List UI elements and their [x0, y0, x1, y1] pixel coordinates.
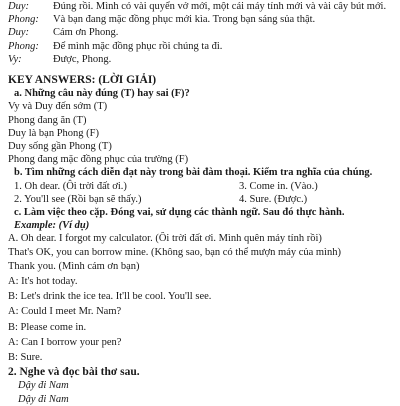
- answer-item: Vy và Duy đến sớm (T): [8, 101, 108, 113]
- answer-item: Duy là bạn Phong (F): [8, 127, 99, 139]
- example-line: A: It's hot today.: [8, 276, 78, 288]
- example-line: B: Let's drink the ice tea. It'll be cool. You'll see.: [8, 291, 212, 303]
- section-a-heading: a. Những câu này đúng (T) hay sai (F)?: [14, 88, 190, 100]
- speaker: Vy:: [8, 53, 22, 65]
- expression-row: [0, 180, 400, 193]
- example-label: Example: (Ví dụ): [14, 220, 90, 232]
- speaker: Duy:: [8, 1, 29, 12]
- expression-row: [0, 193, 400, 206]
- expression: 3. Come in. (Vào.): [239, 180, 318, 192]
- utterance: Được, Phong.: [53, 53, 112, 65]
- dialogue-line: [0, 26, 400, 39]
- utterance: Đúng rồi. Mình có vài quyển vở mới, một cái máy tính mới và vài cây bút mới.: [53, 1, 387, 12]
- answer-item: Duy sống gần Phong (T): [8, 141, 112, 153]
- speaker: Duy:: [8, 27, 29, 39]
- example-line: A. Oh dear. I forgot my calculator. (Ôi trời đất ơi. Mình quên máy tính rồi): [8, 233, 322, 245]
- speaker: Phong:: [8, 14, 39, 26]
- expression: 1. Oh dear. (Ôi trời đất ơi.): [14, 180, 127, 192]
- section-2-heading: 2. Nghe và đọc bài thơ sau.: [8, 366, 140, 379]
- example-line: A: Could I meet Mr. Nam?: [8, 306, 122, 318]
- section-c-heading: c. Làm việc theo cặp. Đóng vai, sử dụng các thành ngữ. Sau đó thực hành.: [14, 207, 345, 219]
- example-line: B: Please come in.: [8, 321, 87, 333]
- dialogue-line: [0, 53, 400, 66]
- speaker: Phong:: [8, 40, 39, 52]
- utterance: Và bạn đang mặc đồng phục mới kìa. Trong bạn sáng sủa thật.: [53, 14, 316, 26]
- dialogue-line: [0, 40, 400, 53]
- dialogue-line: [0, 13, 400, 26]
- utterance: Để mình mặc đồng phục rồi chúng ta đi.: [53, 40, 223, 52]
- example-line: B: Sure.: [8, 352, 43, 364]
- utterance: Cám ơn Phong.: [53, 27, 119, 39]
- example-line: That's OK, you can borrow mine. (Không sao, bạn có thể mượn máy của mình): [8, 246, 342, 258]
- dialogue-line: [0, 0, 400, 13]
- expression: 4. Sure. (Được.): [239, 193, 308, 205]
- poem-line: Dậy đi Nam: [18, 380, 69, 392]
- example-line: A: Can I borrow your pen?: [8, 336, 122, 348]
- poem-line: Dậy đi Nam: [18, 393, 69, 405]
- dialogue: [0, 0, 400, 66]
- section-b-heading: b. Tìm những cách diễn đạt này trong bài đàm thoại. Kiểm tra nghĩa của chúng.: [14, 167, 373, 179]
- answer-item: Phong đang ăn (T): [8, 114, 87, 126]
- example-line: Thank you. (Mình cám ơn bạn): [8, 260, 140, 272]
- expression: 2. You'll see (Rồi bạn sẽ thấy.): [14, 193, 142, 205]
- key-answers-title: KEY ANSWERS: (LỜI GIẢI): [8, 74, 157, 87]
- answer-item: Phong đang mặc đồng phục của trường (F): [8, 154, 189, 166]
